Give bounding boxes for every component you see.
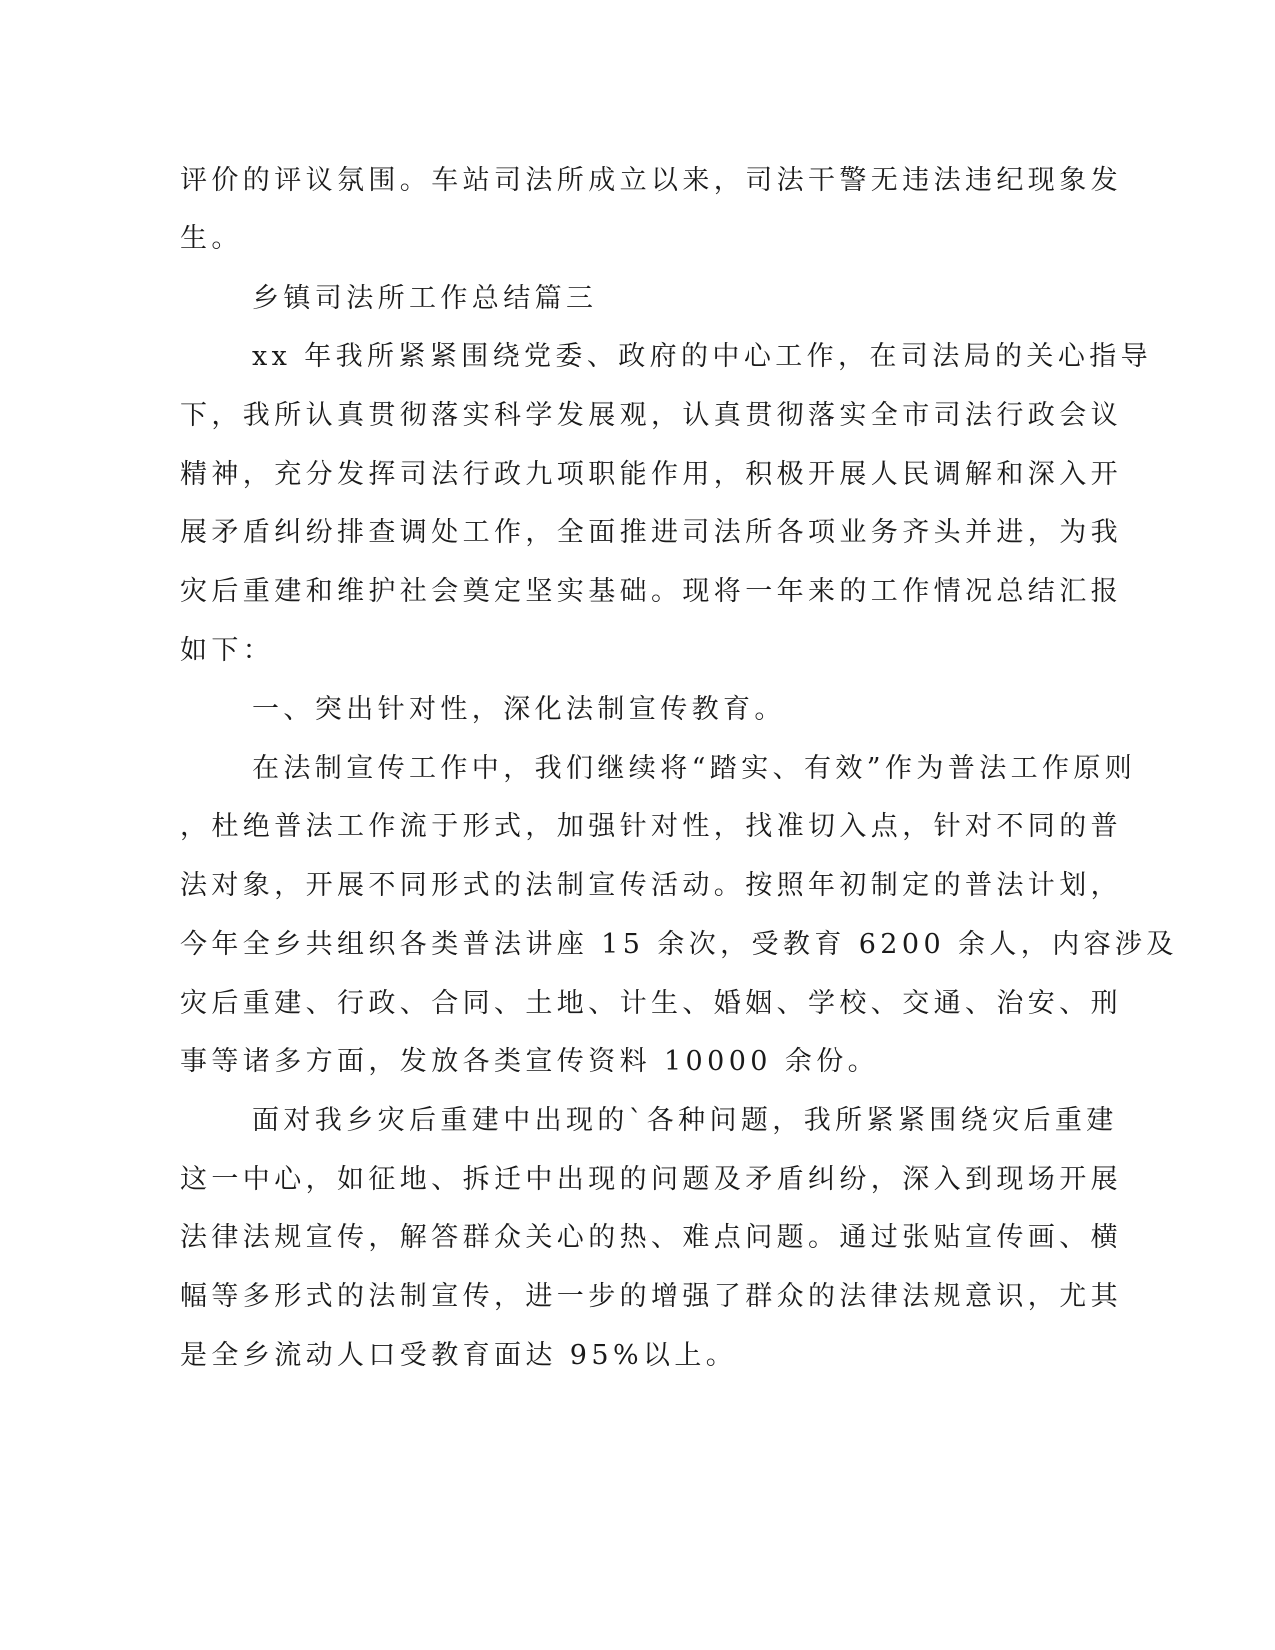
section-title: 乡镇司法所工作总结篇三 xyxy=(252,283,598,314)
paragraph-line: xx 年我所紧紧围绕党委、政府的中心工作，在司法局的关心指导 xyxy=(252,341,1153,372)
section-heading: 一、突出针对性，深化法制宣传教育。 xyxy=(252,694,786,725)
paragraph-line: 法律法规宣传，解答群众关心的热、难点问题。通过张贴宣传画、横 xyxy=(180,1222,1122,1253)
paragraph-line: 展矛盾纠纷排查调处工作，全面推进司法所各项业务齐头并进，为我 xyxy=(180,517,1122,548)
paragraph-line: 评价的评议氛围。车站司法所成立以来，司法干警无违法违纪现象发 xyxy=(180,165,1122,196)
paragraph-line: 如下： xyxy=(180,635,275,666)
paragraph-line: 下，我所认真贯彻落实科学发展观，认真贯彻落实全市司法行政会议 xyxy=(180,400,1122,431)
paragraph-line: 这一中心，如征地、拆迁中出现的问题及矛盾纠纷，深入到现场开展 xyxy=(180,1164,1122,1195)
paragraph-line: 法对象，开展不同形式的法制宣传活动。按照年初制定的普法计划， xyxy=(180,870,1122,901)
paragraph-line: 事等诸多方面，发放各类宣传资料 10000 余份。 xyxy=(180,1046,880,1077)
paragraph-line: ，杜绝普法工作流于形式，加强针对性，找准切入点，针对不同的普 xyxy=(180,811,1122,842)
paragraph-line: 生。 xyxy=(180,223,243,254)
paragraph-line: 是全乡流动人口受教育面达 95%以上。 xyxy=(180,1340,738,1371)
paragraph-line: 幅等多形式的法制宣传，进一步的增强了群众的法律法规意识，尤其 xyxy=(180,1281,1122,1312)
paragraph-line: 灾后重建和维护社会奠定坚实基础。现将一年来的工作情况总结汇报 xyxy=(180,576,1122,607)
paragraph-line: 今年全乡共组织各类普法讲座 15 余次，受教育 6200 余人，内容涉及 xyxy=(180,929,1178,960)
paragraph-line: 在法制宣传工作中，我们继续将“踏实、有效”作为普法工作原则 xyxy=(252,753,1137,784)
paragraph-line: 灾后重建、行政、合同、土地、计生、婚姻、学校、交通、治安、刑 xyxy=(180,988,1122,1019)
paragraph-line: 面对我乡灾后重建中出现的`各种问题，我所紧紧围绕灾后重建 xyxy=(252,1105,1118,1136)
paragraph-line: 精神，充分发挥司法行政九项职能作用，积极开展人民调解和深入开 xyxy=(180,459,1122,490)
